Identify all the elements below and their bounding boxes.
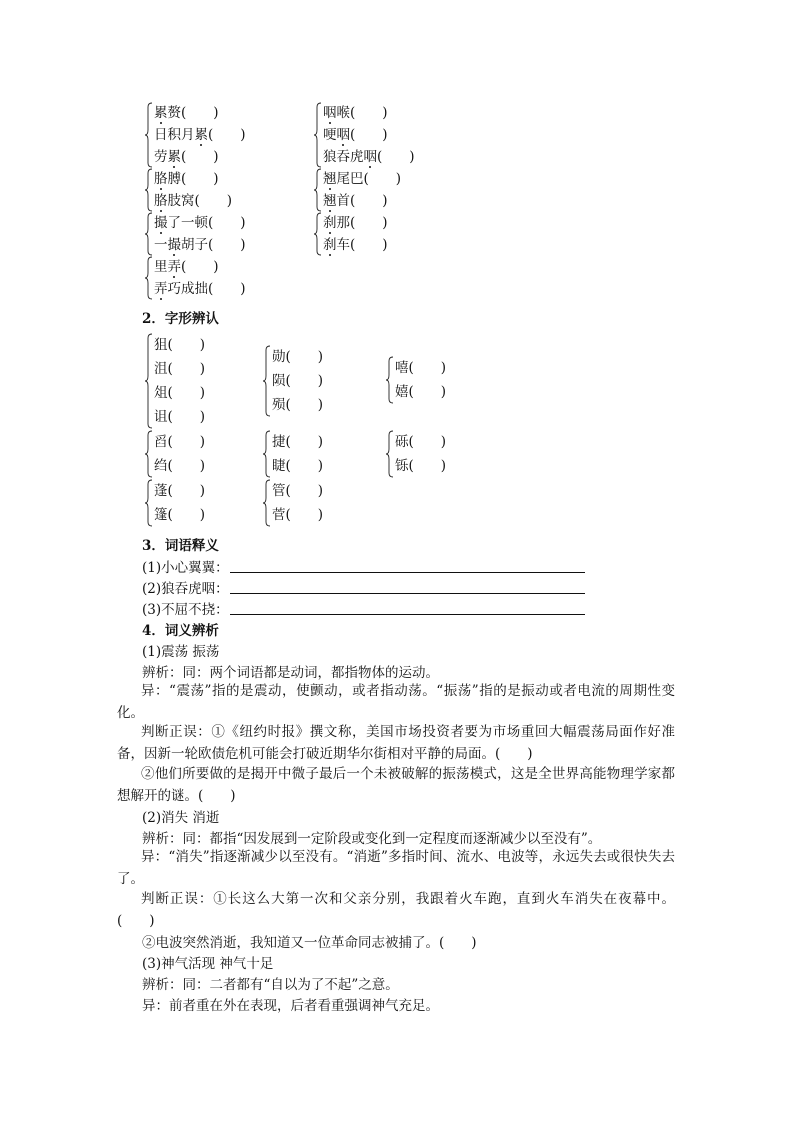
glyph-character: 捷 bbox=[272, 434, 286, 450]
answer-blank[interactable]: ( ) bbox=[181, 149, 219, 165]
answer-blank[interactable]: ( ) bbox=[350, 193, 388, 209]
curly-brace-icon bbox=[313, 212, 323, 256]
answer-blank[interactable]: ( ) bbox=[208, 215, 246, 231]
glyph-item bbox=[154, 406, 205, 428]
target-character: 咽 bbox=[363, 149, 377, 165]
pronunciation-item bbox=[154, 212, 246, 234]
target-character: 翘 bbox=[323, 193, 337, 209]
glyph-character: 诅 bbox=[154, 409, 168, 425]
pronunciation-item bbox=[154, 234, 246, 256]
pronunciation-item bbox=[323, 146, 415, 168]
answer-blank[interactable]: ( ) bbox=[408, 434, 447, 450]
target-character: 撮 bbox=[167, 237, 181, 253]
glyph-character: 陨 bbox=[272, 373, 286, 389]
word-prefix: 劳 bbox=[154, 149, 168, 165]
curly-brace-icon bbox=[262, 479, 272, 527]
definition-answer-line-1[interactable] bbox=[230, 572, 585, 573]
analysis-similarity-2: 辨析：同：都指“因发展到一定阶段或变化到一定程度而逐渐减少以至没有”。 bbox=[142, 831, 602, 847]
glyph-item bbox=[272, 370, 323, 392]
glyph-character: 蓬 bbox=[154, 483, 168, 499]
glyph-item bbox=[154, 455, 205, 477]
glyph-character: 砾 bbox=[395, 434, 409, 450]
target-character: 胳 bbox=[154, 171, 168, 187]
answer-blank[interactable]: ( ) bbox=[285, 434, 324, 450]
answer-blank[interactable]: ( ) bbox=[167, 483, 206, 499]
curly-brace-icon bbox=[144, 430, 154, 478]
answer-blank[interactable]: ( ) bbox=[285, 458, 324, 474]
answer-blank[interactable]: ( ) bbox=[167, 458, 206, 474]
glyph-character: 沮 bbox=[154, 361, 168, 377]
target-character: 累 bbox=[167, 149, 181, 165]
pronunciation-item bbox=[154, 102, 219, 124]
answer-blank[interactable]: ( ) bbox=[408, 384, 447, 400]
glyph-item bbox=[272, 431, 323, 453]
pronunciation-item bbox=[323, 190, 388, 212]
answer-blank[interactable]: ( ) bbox=[285, 373, 324, 389]
pronunciation-item bbox=[154, 146, 219, 168]
analysis-difference-3: 异：前者重在外在表现，后者看重强调神气充足。 bbox=[142, 998, 439, 1014]
glyph-character: 菅 bbox=[272, 507, 286, 523]
glyph-character: 铄 bbox=[395, 458, 409, 474]
judgment-1-2: ②他们所要做的是揭开中微子最后一个未被破解的振荡模式，这是全世界高能物理学家都想解开的谜。( ) bbox=[117, 766, 675, 804]
analysis-difference-1: 异：“震荡”指的是震动，使颤动，或者指动荡。“振荡”指的是振动或者电流的周期性变化。 bbox=[117, 683, 675, 721]
word-suffix: 赘 bbox=[167, 105, 181, 121]
analysis-similarity-3: 辨析：同：二者都有“自以为了不起”之意。 bbox=[142, 977, 399, 993]
target-character: 弄 bbox=[154, 281, 168, 297]
answer-blank[interactable]: ( ) bbox=[194, 193, 233, 209]
target-character: 刹 bbox=[323, 237, 337, 253]
curly-brace-icon bbox=[385, 430, 395, 478]
curly-brace-icon bbox=[144, 479, 154, 527]
glyph-item bbox=[154, 382, 205, 404]
glyph-character: 舀 bbox=[154, 434, 168, 450]
word-suffix: 喉 bbox=[336, 105, 350, 121]
curly-brace-icon bbox=[144, 168, 154, 212]
analysis-difference-2: 异：“消失”指逐渐减少以至没有。“消逝”多指时间、流水、电波等，永远失去或很快失去了。 bbox=[117, 849, 675, 887]
curly-brace-icon bbox=[144, 333, 154, 429]
word-prefix: 日积月 bbox=[154, 127, 195, 143]
glyph-character: 管 bbox=[272, 483, 286, 499]
word-prefix: 一 bbox=[154, 237, 168, 253]
glyph-character: 殒 bbox=[272, 397, 286, 413]
answer-blank[interactable]: ( ) bbox=[350, 105, 388, 121]
word-prefix: 狼吞虎 bbox=[323, 149, 364, 165]
glyph-character: 勋 bbox=[272, 349, 286, 365]
answer-blank[interactable]: ( ) bbox=[408, 458, 447, 474]
word-pair-1: (1)震荡 振荡 bbox=[142, 644, 220, 660]
judgment-2-1: 判断正误：①长这么大第一次和父亲分别，我跟着火车跑，直到火车消失在夜幕中。( ) bbox=[117, 891, 675, 929]
answer-blank[interactable]: ( ) bbox=[350, 127, 388, 143]
definition-item-1: (1)小心翼翼： bbox=[142, 560, 229, 576]
glyph-item bbox=[395, 431, 446, 453]
glyph-item bbox=[154, 358, 205, 380]
glyph-character: 绉 bbox=[154, 458, 168, 474]
glyph-item bbox=[272, 394, 323, 416]
glyph-item bbox=[154, 431, 205, 453]
glyph-character: 嘻 bbox=[395, 360, 409, 376]
glyph-character: 俎 bbox=[154, 385, 168, 401]
pronunciation-item bbox=[323, 234, 388, 256]
word-suffix: 膊 bbox=[167, 171, 181, 187]
glyph-item bbox=[395, 381, 446, 403]
curly-brace-icon bbox=[262, 430, 272, 478]
answer-blank[interactable]: ( ) bbox=[167, 409, 206, 425]
answer-blank[interactable]: ( ) bbox=[208, 127, 246, 143]
answer-blank[interactable]: ( ) bbox=[167, 385, 206, 401]
definition-item-3: (3)不屈不挠： bbox=[142, 602, 229, 618]
glyph-character: 睫 bbox=[272, 458, 286, 474]
word-suffix: 肢窝 bbox=[167, 193, 195, 209]
word-prefix: 里 bbox=[154, 259, 168, 275]
definition-answer-line-3[interactable] bbox=[230, 614, 585, 615]
curly-brace-icon bbox=[313, 168, 323, 212]
answer-blank[interactable]: ( ) bbox=[167, 507, 206, 523]
word-suffix: 尾巴 bbox=[336, 171, 364, 187]
target-character: 弄 bbox=[167, 259, 181, 275]
curly-brace-icon bbox=[144, 256, 154, 300]
glyph-character: 篷 bbox=[154, 507, 168, 523]
definition-answer-line-2[interactable] bbox=[230, 593, 585, 594]
analysis-similarity-1: 辨析：同：两个词语都是动词，都指物体的运动。 bbox=[142, 665, 439, 681]
pronunciation-item bbox=[323, 212, 388, 234]
section-2-heading: 2．字形辨认 bbox=[142, 311, 219, 327]
word-suffix: 那 bbox=[336, 215, 350, 231]
answer-blank[interactable]: ( ) bbox=[377, 149, 415, 165]
glyph-item bbox=[154, 334, 205, 356]
glyph-item bbox=[272, 480, 323, 502]
glyph-item bbox=[154, 504, 205, 526]
definition-item-2: (2)狼吞虎咽： bbox=[142, 581, 229, 597]
word-suffix: 胡子 bbox=[181, 237, 208, 253]
pronunciation-item bbox=[154, 256, 219, 278]
answer-blank[interactable]: ( ) bbox=[167, 361, 206, 377]
glyph-item bbox=[154, 480, 205, 502]
word-pair-2: (2)消失 消逝 bbox=[142, 810, 220, 826]
answer-blank[interactable]: ( ) bbox=[167, 434, 206, 450]
glyph-item bbox=[395, 455, 446, 477]
pronunciation-item bbox=[323, 168, 401, 190]
glyph-item bbox=[395, 357, 446, 379]
word-pair-3: (3)神气活现 神气十足 bbox=[142, 956, 274, 972]
target-character: 胳 bbox=[154, 193, 168, 209]
target-character: 累 bbox=[154, 105, 168, 121]
target-character: 刹 bbox=[323, 215, 337, 231]
answer-blank[interactable]: ( ) bbox=[208, 281, 246, 297]
word-suffix: 车 bbox=[336, 237, 350, 253]
pronunciation-item bbox=[154, 168, 219, 190]
target-character: 累 bbox=[194, 127, 208, 143]
word-suffix: 巧成拙 bbox=[167, 281, 208, 297]
target-character: 咽 bbox=[336, 127, 350, 143]
answer-blank[interactable]: ( ) bbox=[350, 237, 388, 253]
answer-blank[interactable]: ( ) bbox=[285, 483, 324, 499]
curly-brace-icon bbox=[262, 345, 272, 417]
answer-blank[interactable]: ( ) bbox=[285, 397, 324, 413]
pronunciation-item bbox=[323, 102, 388, 124]
curly-brace-icon bbox=[385, 356, 395, 404]
pronunciation-item bbox=[154, 278, 246, 300]
answer-blank[interactable]: ( ) bbox=[285, 507, 324, 523]
glyph-item bbox=[272, 455, 323, 477]
target-character: 咽 bbox=[323, 105, 337, 121]
answer-blank[interactable]: ( ) bbox=[408, 360, 447, 376]
judgment-2-2: ②电波突然消逝，我知道又一位革命同志被捕了。( ) bbox=[142, 935, 477, 951]
curly-brace-icon bbox=[144, 102, 154, 168]
glyph-item bbox=[272, 346, 323, 368]
word-prefix: 哽 bbox=[323, 127, 337, 143]
glyph-character: 狙 bbox=[154, 337, 168, 353]
word-suffix: 了一顿 bbox=[167, 215, 208, 231]
pronunciation-item bbox=[154, 190, 232, 212]
curly-brace-icon bbox=[313, 102, 323, 168]
answer-blank[interactable]: ( ) bbox=[285, 349, 324, 365]
target-character: 撮 bbox=[154, 215, 168, 231]
curly-brace-icon bbox=[144, 212, 154, 256]
glyph-character: 嬉 bbox=[395, 384, 409, 400]
answer-blank[interactable]: ( ) bbox=[350, 215, 388, 231]
answer-blank[interactable]: ( ) bbox=[167, 337, 206, 353]
judgment-1-1: 判断正误：①《纽约时报》撰文称，美国市场投资者要为市场重回大幅震荡局面作好准备，因新一轮欧债危机可能会打破近期华尔街相对平静的局面。( ) bbox=[117, 724, 675, 762]
word-suffix: 首 bbox=[336, 193, 350, 209]
answer-blank[interactable]: ( ) bbox=[363, 171, 402, 187]
answer-blank[interactable]: ( ) bbox=[181, 259, 219, 275]
pronunciation-item bbox=[323, 124, 388, 146]
answer-blank[interactable]: ( ) bbox=[181, 105, 219, 121]
answer-blank[interactable]: ( ) bbox=[208, 237, 246, 253]
answer-blank[interactable]: ( ) bbox=[181, 171, 219, 187]
section-4-heading: 4．词义辨析 bbox=[142, 623, 219, 639]
target-character: 翘 bbox=[323, 171, 337, 187]
glyph-item bbox=[272, 504, 323, 526]
pronunciation-item bbox=[154, 124, 246, 146]
section-3-heading: 3．词语释义 bbox=[142, 538, 219, 554]
